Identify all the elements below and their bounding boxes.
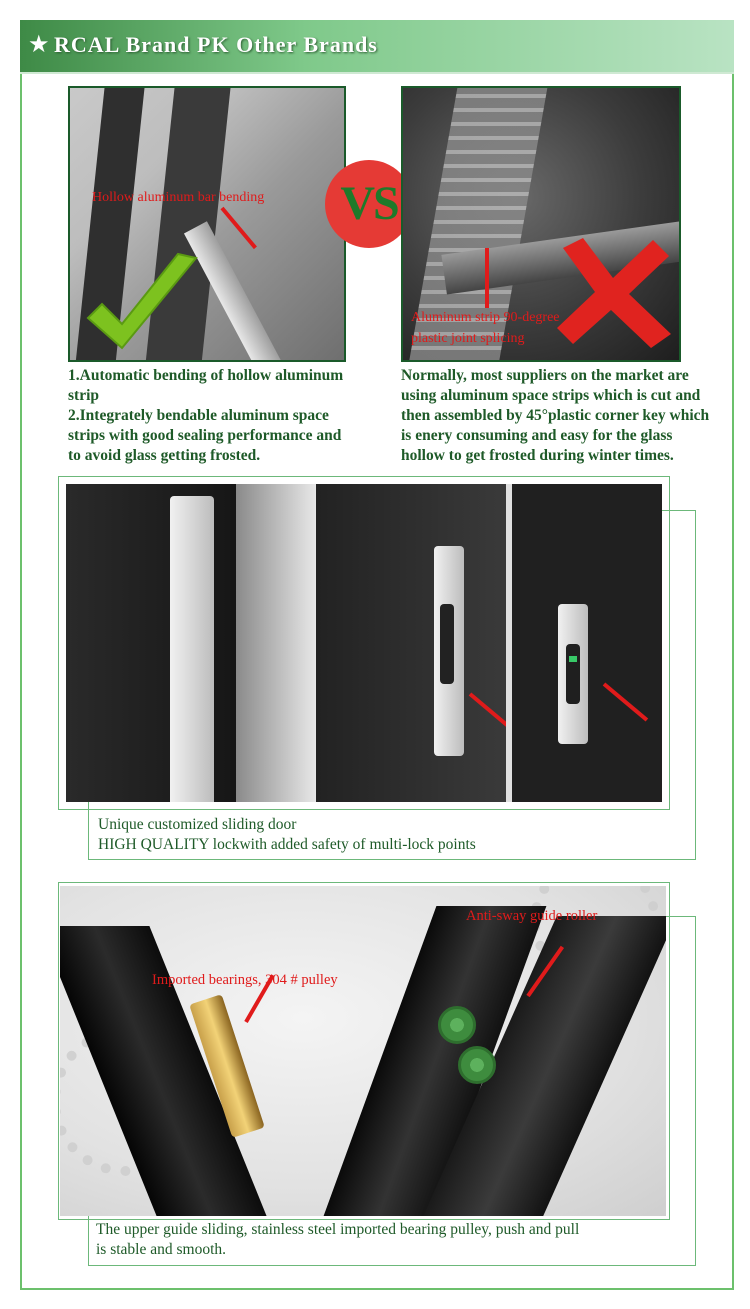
lock-indicator: [569, 656, 577, 662]
guide-roller: [438, 1006, 476, 1044]
photo-segment: [236, 484, 316, 802]
door-handle: [170, 496, 214, 802]
bearings-label: Imported bearings, 304 # pulley: [152, 972, 338, 988]
photo-segment: [506, 484, 662, 802]
caption-line: The upper guide sliding, stainless steel imported bearing pulley, push and pull: [96, 1221, 580, 1238]
guide-roller: [458, 1046, 496, 1084]
caption-line: then assembled by 45°plastic corner key which: [401, 407, 710, 424]
caption-line: HIGH QUALITY lockwith added safety of multi-lock points: [98, 836, 476, 853]
caption-line: hollow to get frosted during winter times.: [401, 447, 674, 464]
sliding-door-photo: [66, 484, 662, 802]
red-arrow-icon: [485, 248, 489, 308]
vs-text: VS: [340, 177, 398, 230]
checkmark-icon: [82, 248, 202, 362]
red-arrow-icon: [603, 682, 648, 721]
caption-line: 2.Integrately bendable aluminum space: [68, 407, 329, 424]
lock-slot: [566, 644, 580, 704]
roller-label: Anti-sway guide roller: [466, 908, 598, 924]
caption-line: using aluminum space strips which is cut and: [401, 387, 701, 404]
photo-label-line2: plastic joint splicing: [411, 331, 525, 346]
photo-label-line1: Aluminum strip 90-degree: [411, 310, 560, 325]
lock-slot: [440, 604, 454, 684]
caption-line: Normally, most suppliers on the market are: [401, 367, 689, 384]
caption-line: to avoid glass getting frosted.: [68, 447, 261, 464]
sliding-door-description: [98, 815, 688, 855]
caption-line: Unique customized sliding door: [98, 816, 297, 833]
vs-badge: [325, 160, 413, 248]
photo-segment: [316, 484, 506, 802]
photo-label: Hollow aluminum bar bending: [92, 190, 265, 205]
caption-line: is stable and smooth.: [96, 1241, 227, 1258]
other-brand-spacer-photo: [401, 86, 681, 362]
banner-title: RCAL Brand PK Other Brands: [54, 32, 378, 57]
other-brand-description: [401, 366, 731, 466]
rcal-description: [68, 366, 368, 466]
caption-line: strip: [68, 387, 99, 404]
cross-icon: [553, 238, 673, 348]
red-arrow-icon: [220, 207, 256, 249]
pulley-description: [96, 1220, 686, 1260]
rcal-spacer-photo: [68, 86, 346, 362]
star-icon: ★: [28, 30, 50, 58]
caption-line: 1.Automatic bending of hollow aluminum: [68, 367, 344, 384]
caption-line: strips with good sealing performance and: [68, 427, 342, 444]
header-banner: [20, 20, 734, 74]
photo-segment: [66, 484, 236, 802]
pulley-photo: [60, 886, 666, 1216]
caption-line: is enery consuming and easy for the glass: [401, 427, 673, 444]
